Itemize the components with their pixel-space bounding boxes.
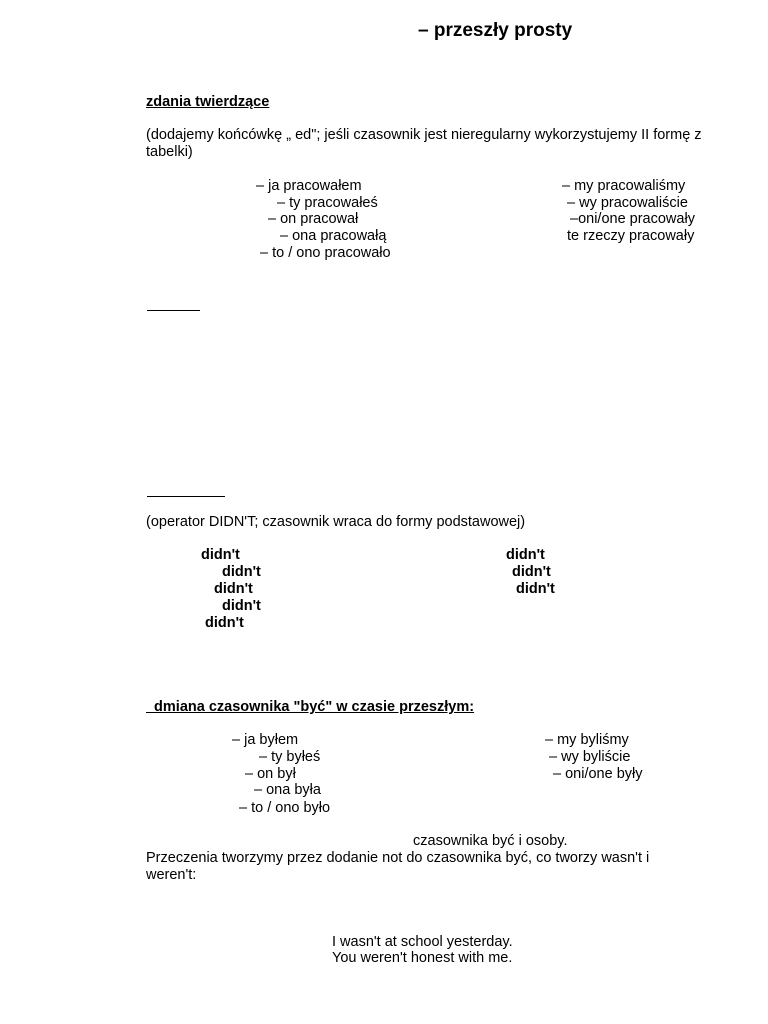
blank-heading-rule [147,310,200,311]
affirmative-note: (dodajemy końcówkę „ ed"; jeśli czasownik jest nieregularny wykorzystujemy II formę z tabelki) [146,127,702,160]
negative-left-line: didn't [222,598,261,614]
affirmative-left-line: – ja pracowałem [256,178,362,194]
example-sentence: I wasn't at school yesterday. [332,934,513,950]
affirmative-right-line: – my pracowaliśmy [562,178,686,194]
example-sentence: You weren't honest with me. [332,950,513,966]
negative-left-line: didn't [201,547,240,563]
section-heading-to-be: dmiana czasownika "być" w czasie przeszłym: [146,699,475,715]
to-be-left-line: – ty byłeś [259,749,321,765]
affirmative-right-line: te rzeczy pracowały [567,228,695,244]
negation-note: Przeczenia tworzymy przez dodanie not do czasownika być, co tworzy wasn't i weren't: [146,850,650,883]
negative-left-line: didn't [205,615,244,631]
to-be-right-line: – my byliśmy [545,732,629,748]
negative-left-line: didn't [214,581,253,597]
blank-heading-rule [147,496,225,497]
affirmative-left-line: – on pracował [268,211,359,227]
negative-right-line: didn't [506,547,545,563]
affirmative-left-line: – ona pracowałą [280,228,387,244]
affirmative-left-line: – ty pracowałeś [277,195,378,211]
negative-right-line: didn't [512,564,551,580]
negative-note: (operator DIDN'T; czasownik wraca do formy podstawowej) [146,514,526,530]
to-be-fragment: czasownika być i osoby. [413,833,568,849]
affirmative-right-line: – wy pracowaliście [567,195,688,211]
affirmative-right-line: –oni/one pracowały [570,211,695,227]
page-title: – przeszły prosty [418,20,573,41]
to-be-left-line: – on był [245,766,296,782]
to-be-right-line: – oni/one były [553,766,643,782]
to-be-left-line: – ja byłem [232,732,299,748]
section-heading-affirmative: zdania twierdzące [146,94,270,110]
affirmative-left-line: – to / ono pracowało [260,245,391,261]
negative-left-line: didn't [222,564,261,580]
to-be-left-line: – to / ono było [239,800,331,816]
to-be-right-line: – wy byliście [549,749,631,765]
to-be-left-line: – ona była [254,782,321,798]
negative-right-line: didn't [516,581,555,597]
